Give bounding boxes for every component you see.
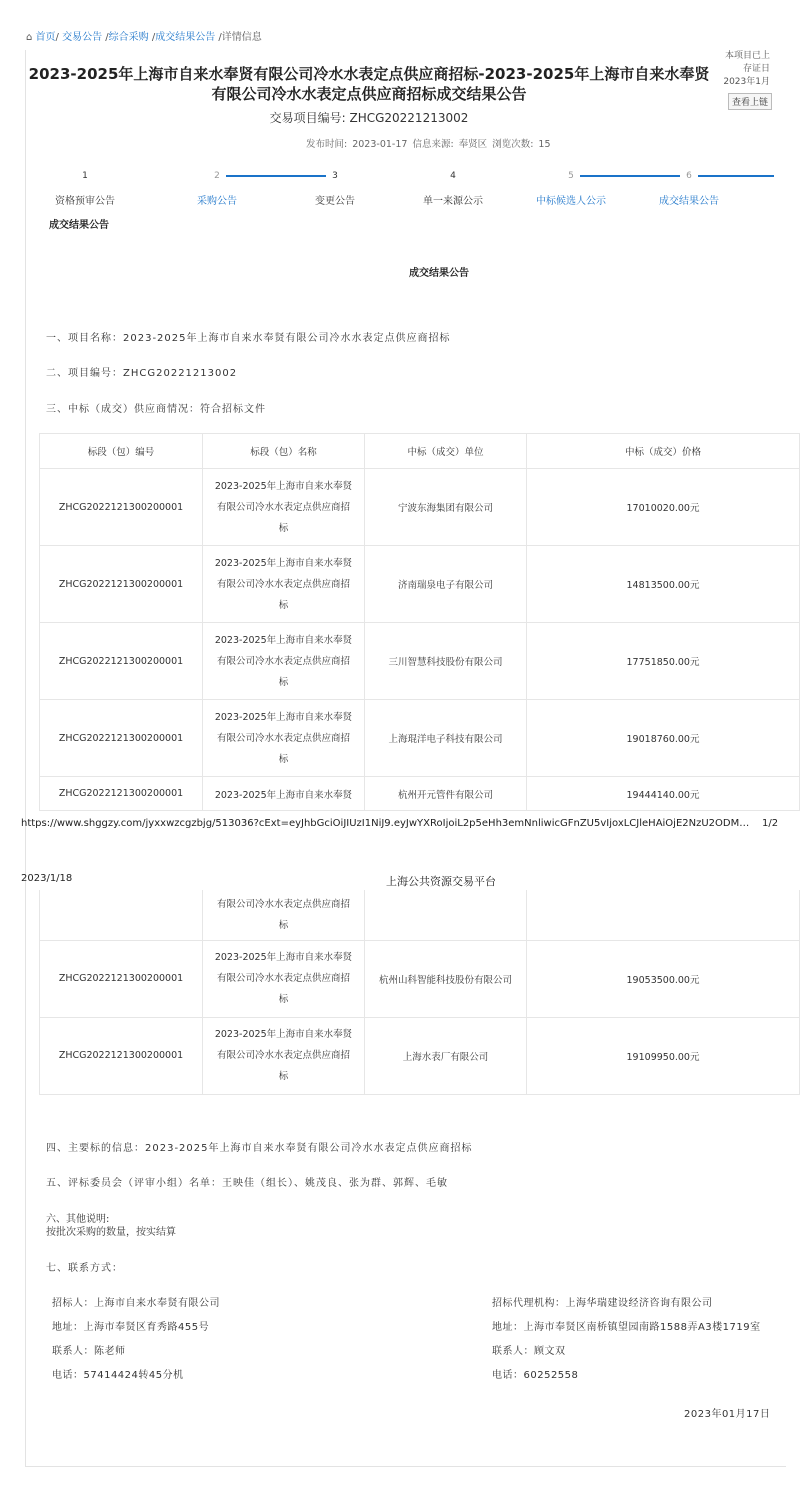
section-project-no: 二、项目编号：ZHCG20221213002 bbox=[46, 368, 238, 379]
section-main-subject: 四、主要标的信息：2023-2025年上海市自来水奉贤有限公司冷水水表定点供应商招标 bbox=[46, 1143, 473, 1154]
section-other-detail: 按批次采购的数量，按实结算 bbox=[46, 1227, 176, 1238]
step-procurement[interactable]: 采购公告 bbox=[197, 196, 237, 207]
breadcrumb-result-notice[interactable]: 成交结果公告 bbox=[155, 32, 216, 43]
result-table bbox=[39, 433, 800, 811]
tenderer-address: 地址：上海市奉贤区育秀路455号 bbox=[52, 1322, 210, 1333]
step-candidate[interactable]: 中标候选人公示 bbox=[536, 196, 606, 207]
breadcrumb-trade-notice[interactable]: 交易公告 bbox=[62, 32, 103, 43]
step-number: 6 bbox=[686, 171, 692, 181]
table-row: ZHCG2022121300200001 2023-2025年上海市自来水奉贤 杭州开元管件有限公司 19444140.00元 bbox=[40, 777, 800, 811]
table-row: 有限公司冷水水表定点供应商招 标 bbox=[40, 890, 800, 940]
breadcrumb-procurement[interactable]: 综合采购 bbox=[108, 32, 149, 43]
table-row: ZHCG2022121300200001 2023-2025年上海市自来水奉贤 有限公司冷水水表定点供应商招 标 济南瑞泉电子有限公司 14813500.00元 bbox=[40, 546, 800, 623]
view-chain-button[interactable]: 查看上链 bbox=[728, 93, 772, 110]
home-icon[interactable]: ⌂ bbox=[26, 32, 33, 43]
agency-phone: 电话：60252558 bbox=[492, 1370, 579, 1381]
print-site-title: 上海公共资源交易平台 bbox=[386, 875, 496, 888]
page-title: 2023-2025年上海市自来水奉贤有限公司冷水水表定点供应商招标-2023-2025年上海市自来水奉贤有限公司冷水水表定点供应商招标成交结果公告 bbox=[28, 65, 710, 103]
result-table-continued bbox=[39, 890, 800, 1095]
tenderer: 招标人：上海市自来水奉贤有限公司 bbox=[52, 1298, 220, 1309]
section-contact: 七、联系方式： bbox=[46, 1263, 123, 1274]
step-number: 4 bbox=[450, 171, 456, 181]
print-date: 2023/1/18 bbox=[21, 873, 73, 884]
step-number: 2 bbox=[214, 171, 220, 181]
section-supplier: 三、中标（成交）供应商情况：符合招标文件 bbox=[46, 404, 266, 415]
table-row: ZHCG2022121300200001 2023-2025年上海市自来水奉贤 有限公司冷水水表定点供应商招 标 三川智慧科技股份有限公司 17751850.00元 bbox=[40, 623, 800, 700]
breadcrumb-current: 详情信息 bbox=[221, 32, 262, 43]
section-project-name: 一、项目名称：2023-2025年上海市自来水奉贤有限公司冷水水表定点供应商招标 bbox=[46, 333, 451, 344]
blockchain-note: 本项目已上 存证日 2023年1月 bbox=[723, 51, 770, 87]
tenderer-contact: 联系人：陈老师 bbox=[52, 1346, 126, 1357]
section-other: 六、其他说明: bbox=[46, 1214, 110, 1225]
section-committee: 五、评标委员会（评审小组）名单：王映佳（组长）、姚茂良、张为群、郭辉、毛敏 bbox=[46, 1178, 448, 1189]
table-row: ZHCG2022121300200001 2023-2025年上海市自来水奉贤 有限公司冷水水表定点供应商招 标 宁波东海集团有限公司 17010020.00元 bbox=[40, 469, 800, 546]
table-header-row bbox=[40, 434, 800, 469]
header-name: 标段（包）名称 bbox=[203, 434, 365, 469]
section-subhead: 成交结果公告 bbox=[49, 220, 109, 231]
step-change[interactable]: 变更公告 bbox=[315, 196, 355, 207]
step-line bbox=[226, 175, 326, 177]
agency-address: 地址：上海市奉贤区南桥镇望园南路1588弄A3楼1719室 bbox=[492, 1322, 761, 1333]
breadcrumb-home[interactable]: 首页 bbox=[35, 32, 56, 43]
page-number: 1/2 bbox=[762, 818, 779, 829]
header-price: 中标（成交）价格 bbox=[527, 434, 800, 469]
step-line bbox=[698, 175, 774, 177]
header-unit: 中标（成交）单位 bbox=[365, 434, 527, 469]
step-result[interactable]: 成交结果公告 bbox=[659, 196, 719, 207]
step-number: 5 bbox=[568, 171, 574, 181]
publish-meta: 发布时间: 2023-01-17 信息来源: 奉贤区 浏览次数: 15 bbox=[306, 139, 551, 150]
print-url: https://www.shggzy.com/jyxxwzcgzbjg/513036?cExt=eyJhbGciOiJIUzI1NiJ9.eyJwYXRoIjoiL2p5eHh3emNnliwicGFnZU5vIjoxLCJleHAiOjE2NzU2ODM… bbox=[21, 818, 750, 829]
table-row: ZHCG2022121300200001 2023-2025年上海市自来水奉贤 有限公司冷水水表定点供应商招 标 上海水表厂有限公司 19109950.00元 bbox=[40, 1017, 800, 1094]
agency-contact: 联系人：顾文双 bbox=[492, 1346, 566, 1357]
step-number: 1 bbox=[82, 171, 88, 181]
breadcrumb: ⌂ 首页/ 交易公告 /综合采购 /成交结果公告 /详情信息 bbox=[26, 32, 262, 43]
step-number: 3 bbox=[332, 171, 338, 181]
step-prequal[interactable]: 资格预审公告 bbox=[55, 196, 115, 207]
agency: 招标代理机构：上海华瑞建设经济咨询有限公司 bbox=[492, 1298, 713, 1309]
table-row: ZHCG2022121300200001 2023-2025年上海市自来水奉贤 有限公司冷水水表定点供应商招 标 上海琨洋电子科技有限公司 19018760.00元 bbox=[40, 700, 800, 777]
step-single-source[interactable]: 单一来源公示 bbox=[423, 196, 483, 207]
step-line bbox=[580, 175, 680, 177]
tenderer-phone: 电话：57414424转45分机 bbox=[52, 1370, 184, 1381]
project-number: 交易项目编号: ZHCG20221213002 bbox=[269, 111, 469, 125]
announcement-title: 成交结果公告 bbox=[409, 268, 469, 279]
sign-date: 2023年01月17日 bbox=[684, 1409, 771, 1420]
table-row: ZHCG2022121300200001 2023-2025年上海市自来水奉贤 有限公司冷水水表定点供应商招 标 杭州山科智能科技股份有限公司 19053500.00元 bbox=[40, 940, 800, 1017]
header-code: 标段（包）编号 bbox=[40, 434, 203, 469]
